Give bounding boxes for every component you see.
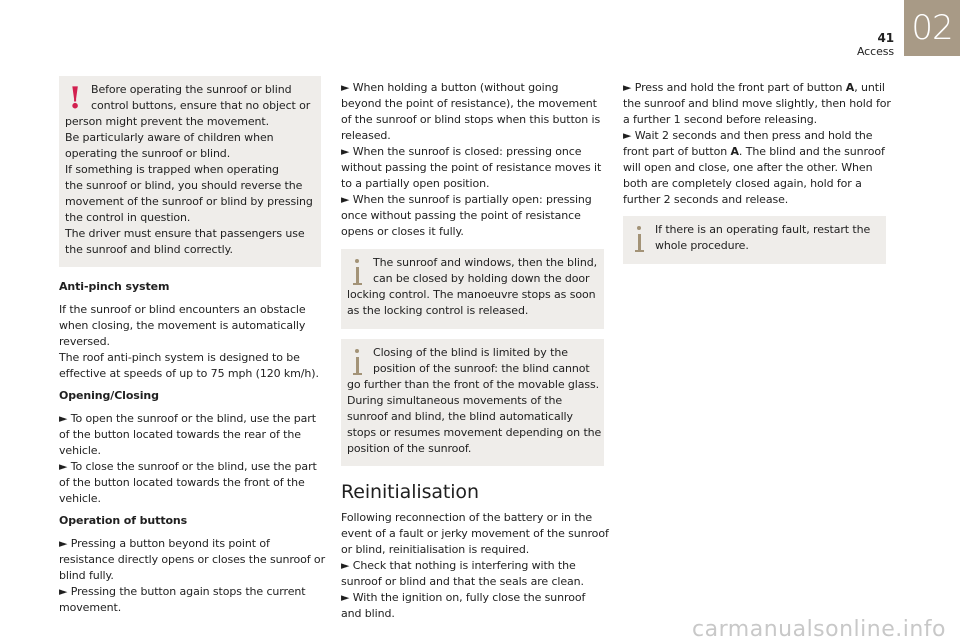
text-line: ► Check that nothing is interfering with the	[341, 559, 576, 572]
button-ref-a: A	[845, 81, 855, 94]
text-line: without passing the point of resistance moves it	[341, 161, 602, 174]
text-line: the sunroof and blind move slightly, then hold for	[623, 97, 891, 110]
column-1	[59, 76, 325, 620]
info-line: During simultaneous movements of the	[347, 394, 562, 407]
text-line: a further 1 second before releasing.	[623, 113, 818, 126]
info-icon	[347, 257, 367, 287]
section-title: Access	[856, 45, 894, 58]
info-line: whole procedure.	[655, 239, 749, 252]
warning-line: control buttons, ensure that no object or	[91, 99, 311, 112]
text-line: The roof anti-pinch system is designed to be	[59, 351, 300, 364]
warning-icon: !	[68, 81, 82, 116]
warning-line: Be particularly aware of children when	[65, 131, 274, 144]
info-line: can be closed by holding down the door	[373, 272, 590, 285]
info-box-fault	[623, 216, 886, 264]
column-3	[623, 80, 891, 276]
warning-line: the control in question.	[65, 211, 191, 224]
warning-line: movement of the sunroof or blind by pressing	[65, 195, 313, 208]
text-line: reversed.	[59, 335, 110, 348]
heading-reinitialisation: Reinitialisation	[341, 481, 479, 503]
text-line: both are completely closed again, hold for a	[623, 177, 862, 190]
text-line: movement.	[59, 601, 122, 614]
warning-line: the sunroof or blind, you should reverse the	[65, 179, 303, 192]
paragraph-press-hold	[623, 80, 891, 208]
paragraph-opening-closing	[59, 411, 321, 507]
info-line: If there is an operating fault, restart the	[655, 223, 871, 236]
text-line: of the button located towards the rear of the	[59, 428, 301, 441]
text-line: ► When the sunroof is partially open: pressing	[341, 193, 592, 206]
watermark: carmanualsonline.info	[692, 617, 946, 640]
text-line: blind fully.	[59, 569, 114, 582]
warning-box	[59, 76, 321, 267]
text-line: or blind, reinitialisation is required.	[341, 543, 530, 556]
warning-line: Before operating the sunroof or blind	[91, 83, 292, 96]
text-line	[623, 80, 886, 96]
text-line: will open and close, one after the other. When	[623, 161, 873, 174]
text-line: vehicle.	[59, 444, 101, 457]
text-line: ► To open the sunroof or the blind, use the part	[59, 412, 316, 425]
info-line: Closing of the blind is limited by the	[373, 346, 568, 359]
heading-anti-pinch: Anti-pinch system	[59, 280, 170, 293]
text-line: of the sunroof or blind stops when this button is	[341, 113, 601, 126]
text-span: . The blind and the sunroof	[738, 145, 885, 158]
warning-line: If something is trapped when operating	[65, 163, 279, 176]
text-span: front part of button	[623, 145, 731, 158]
info-line: stops or resumes movement depending on the	[347, 426, 602, 439]
info-line: position of the sunroof: the blind cannot	[373, 362, 590, 375]
chapter-tab: 02	[904, 0, 960, 56]
text-line: when closing, the movement is automatically	[59, 319, 306, 332]
text-line: to a partially open position.	[341, 177, 490, 190]
text-line: further 2 seconds and release.	[623, 193, 789, 206]
info-line: locking control. The manoeuvre stops as soon	[347, 288, 596, 301]
text-line: ► When the sunroof is closed: pressing once	[341, 145, 582, 158]
text-line: sunroof or blind and that the seals are clean.	[341, 575, 584, 588]
info-icon	[347, 347, 367, 377]
info-box-blind-limit	[341, 339, 604, 466]
info-line: position of the sunroof.	[347, 442, 472, 455]
paragraph-reinitialisation	[341, 510, 609, 622]
paragraph-holding-button	[341, 80, 604, 240]
warning-line: person might prevent the movement.	[65, 115, 269, 128]
text-line: ► To close the sunroof or the blind, use the part	[59, 460, 317, 473]
text-line	[623, 144, 886, 160]
info-line: sunroof and blind, the blind automatically	[347, 410, 573, 423]
text-line: beyond the point of resistance), the movement	[341, 97, 597, 110]
column-2	[341, 80, 609, 626]
text-span: ► Press and hold the front part of button	[623, 81, 846, 94]
paragraph-anti-pinch	[59, 302, 321, 382]
warning-line: operating the sunroof or blind.	[65, 147, 231, 160]
text-line: ► When holding a button (without going	[341, 81, 559, 94]
heading-operation-of-buttons: Operation of buttons	[59, 514, 188, 527]
warning-line: the sunroof and blind correctly.	[65, 243, 233, 256]
info-line: go further than the front of the movable glass.	[347, 378, 600, 391]
text-line: effective at speeds of up to 75 mph (120 km/h).	[59, 367, 319, 380]
info-box-locking	[341, 249, 604, 329]
text-line: ► Pressing a button beyond its point of	[59, 537, 270, 550]
text-line: Following reconnection of the battery or in the	[341, 511, 593, 524]
text-line: of the button located towards the front of the	[59, 476, 305, 489]
text-line: ► With the ignition on, fully close the sunroof	[341, 591, 586, 604]
text-line: event of a fault or jerky movement of the sunroof	[341, 527, 609, 540]
paragraph-operation-of-buttons	[59, 536, 325, 616]
text-span: , until	[854, 81, 885, 94]
button-ref-a: A	[730, 145, 739, 158]
info-icon	[629, 224, 649, 254]
text-line: and blind.	[341, 607, 395, 620]
text-line: resistance directly opens or closes the sunroof or	[59, 553, 325, 566]
text-line: once without passing the point of resistance	[341, 209, 581, 222]
text-line: vehicle.	[59, 492, 101, 505]
text-line: opens or closes it fully.	[341, 225, 464, 238]
text-line: ► Pressing the button again stops the current	[59, 585, 306, 598]
warning-line: The driver must ensure that passengers use	[65, 227, 305, 240]
heading-opening-closing: Opening/Closing	[59, 389, 159, 402]
text-line: ► Wait 2 seconds and then press and hold the	[623, 129, 873, 142]
page-number: 41	[877, 31, 894, 45]
text-line: If the sunroof or blind encounters an obstacle	[59, 303, 306, 316]
info-line: as the locking control is released.	[347, 304, 529, 317]
text-line: released.	[341, 129, 391, 142]
info-line: The sunroof and windows, then the blind,	[373, 256, 598, 269]
